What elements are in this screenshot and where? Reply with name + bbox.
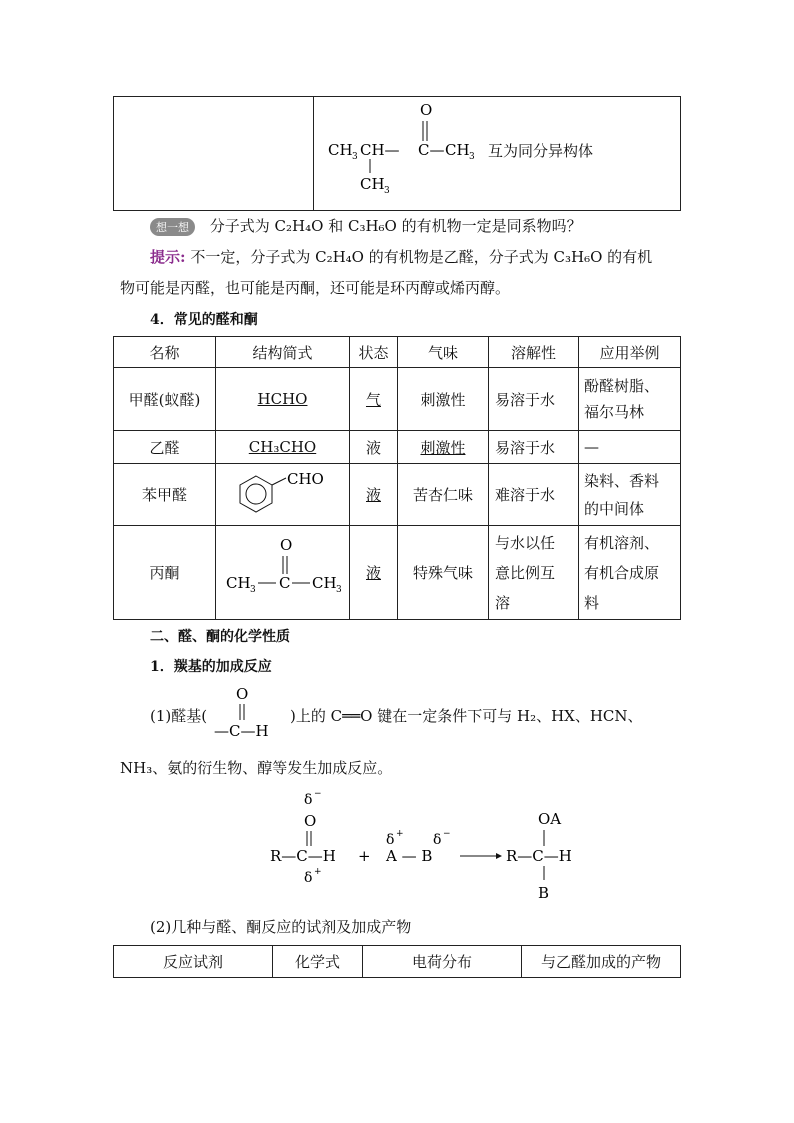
cell-solubility-line: 意比例互 [495, 563, 556, 582]
cell-solubility: 难溶于水 [489, 464, 579, 526]
cell-formula [216, 464, 350, 526]
cell-smell: 苦杏仁味 [398, 464, 489, 526]
header-state: 状态 [350, 337, 398, 368]
isomer-note: 互为同分异构体 [488, 142, 594, 160]
hint-label: 提示: [150, 248, 186, 266]
para1-part1: (1)醛基( [150, 707, 208, 725]
svg-text:−: − [314, 789, 322, 799]
header-use: 应用举例 [579, 337, 681, 368]
table-row [114, 368, 681, 431]
cell-formula: CH₃CHO [216, 431, 350, 464]
svg-text:R—C—H: R—C—H [506, 847, 572, 865]
cell-state: 液 [350, 464, 398, 526]
svg-text:B: B [538, 884, 550, 902]
cell-use [579, 368, 681, 431]
svg-text:O: O [304, 812, 317, 830]
cell-use: — [579, 431, 681, 464]
benzaldehyde-cho: CHO [287, 470, 324, 488]
cell-name: 丙酮 [114, 526, 216, 620]
cell-formula: HCHO [216, 368, 350, 431]
header-solubility: 溶解性 [489, 337, 579, 368]
cell-name: 乙醛 [114, 431, 216, 464]
svg-text:+: + [396, 829, 404, 839]
svg-text:—C—H: —C—H [214, 722, 269, 740]
header-formula: 结构简式 [216, 337, 350, 368]
cell-use-line: 料 [584, 593, 600, 612]
svg-text:δ: δ [433, 832, 442, 848]
cell-use [579, 526, 681, 620]
header-name: 名称 [114, 337, 216, 368]
aldehyde-ketone-table [113, 336, 681, 620]
svg-text:δ: δ [304, 870, 313, 886]
cell-smell: 刺激性 [398, 431, 489, 464]
aldehyde-group-structure [212, 684, 282, 742]
svg-text:δ: δ [386, 832, 395, 848]
para1-line1 [150, 705, 207, 726]
cell-state: 气 [350, 368, 398, 431]
header-reagent: 反应试剂 [114, 946, 273, 978]
header-smell: 气味 [398, 337, 489, 368]
cell-solubility: 易溶于水 [489, 431, 579, 464]
svg-text:CH—: CH— [360, 141, 400, 159]
think-question-line [150, 215, 582, 236]
cell-solubility: 易溶于水 [489, 368, 579, 431]
cell-smell: 特殊气味 [398, 526, 489, 620]
section4-title: 4．常见的醛和酮 [150, 312, 258, 328]
cell-use-line: 酚醛树脂、 [584, 377, 660, 395]
table-row [114, 431, 681, 464]
cell-solubility-line: 溶 [495, 593, 511, 612]
svg-text:3: 3 [250, 585, 256, 595]
svg-text:−: − [443, 829, 451, 839]
top-table-left-cell [114, 97, 314, 211]
section2-title: 二、醛、酮的化学性质 [150, 629, 290, 645]
acetone-structure [224, 534, 354, 614]
svg-text:3: 3 [469, 152, 475, 162]
top-table-right-cell [314, 97, 681, 211]
cell-smell: 刺激性 [398, 368, 489, 431]
table-row [114, 464, 681, 526]
para1-part2: )上的 C══O 键在一定条件下可与 H₂、HX、HCN、 [290, 707, 643, 725]
benzaldehyde-structure [234, 470, 344, 520]
addition-reaction-equation [268, 786, 598, 906]
hint-text-1: 不一定，分子式为 C₂H₄O 的有机物是乙醛，分子式为 C₃H₆O 的有机 [190, 248, 653, 266]
svg-text:O: O [280, 536, 293, 554]
header-charge-distribution: 电荷分布 [363, 946, 522, 978]
cell-use-line: 染料、香料 [584, 471, 660, 490]
think-question: 分子式为 C₂H₄O 和 C₃H₆O 的有机物一定是同系物吗？ [209, 217, 582, 235]
cell-formula [216, 526, 350, 620]
cell-use-line: 福尔马林 [584, 403, 645, 421]
header-acetaldehyde-product: 与乙醛加成的产物 [522, 946, 681, 978]
cell-name: 苯甲醛 [114, 464, 216, 526]
top-table [113, 96, 681, 211]
svg-text:3: 3 [352, 152, 358, 162]
svg-text:CH: CH [328, 141, 353, 159]
svg-text:CH: CH [445, 141, 470, 159]
cell-use-line: 的中间体 [584, 499, 645, 518]
svg-text:C—: C— [418, 141, 445, 159]
cell-solubility [489, 526, 579, 620]
reagent-table [113, 945, 681, 978]
svg-text:O: O [236, 685, 249, 703]
svg-text:+: + [358, 847, 371, 865]
para1-line2: NH₃、氨的衍生物、醇等发生加成反应。 [120, 759, 393, 777]
sub2-title: (2)几种与醛、酮反应的试剂及加成产物 [150, 918, 412, 936]
svg-text:CH: CH [312, 574, 337, 592]
svg-text:CH: CH [360, 175, 385, 193]
hint-line-1 [150, 246, 652, 267]
svg-text:+: + [314, 867, 322, 877]
hint-line-2: 物可能是丙醛，也可能是丙酮，还可能是环丙醇或烯丙醇。 [120, 279, 511, 297]
svg-text:3: 3 [336, 585, 342, 595]
table-row [114, 526, 681, 620]
svg-text:δ: δ [304, 792, 313, 808]
svg-text:O: O [420, 101, 433, 119]
svg-text:CH: CH [226, 574, 251, 592]
svg-text:A — B: A — B [386, 847, 433, 865]
cell-name: 甲醛(蚁醛) [114, 368, 216, 431]
cell-state: 液 [350, 526, 398, 620]
cell-use-line: 有机溶剂、 [584, 533, 660, 552]
svg-text:3: 3 [384, 186, 390, 196]
think-badge: 想一想 [150, 218, 195, 236]
cell-state: 液 [350, 431, 398, 464]
sub1-title: 1．羰基的加成反应 [150, 659, 272, 675]
svg-text:R—C—H: R—C—H [270, 847, 336, 865]
cell-use [579, 464, 681, 526]
butanone-isomer-structure [326, 99, 506, 209]
svg-text:OA: OA [538, 810, 562, 828]
svg-text:C: C [279, 574, 291, 592]
header-chemical-formula: 化学式 [273, 946, 363, 978]
cell-solubility-line: 与水以任 [495, 533, 556, 552]
cell-use-line: 有机合成原 [584, 563, 660, 582]
